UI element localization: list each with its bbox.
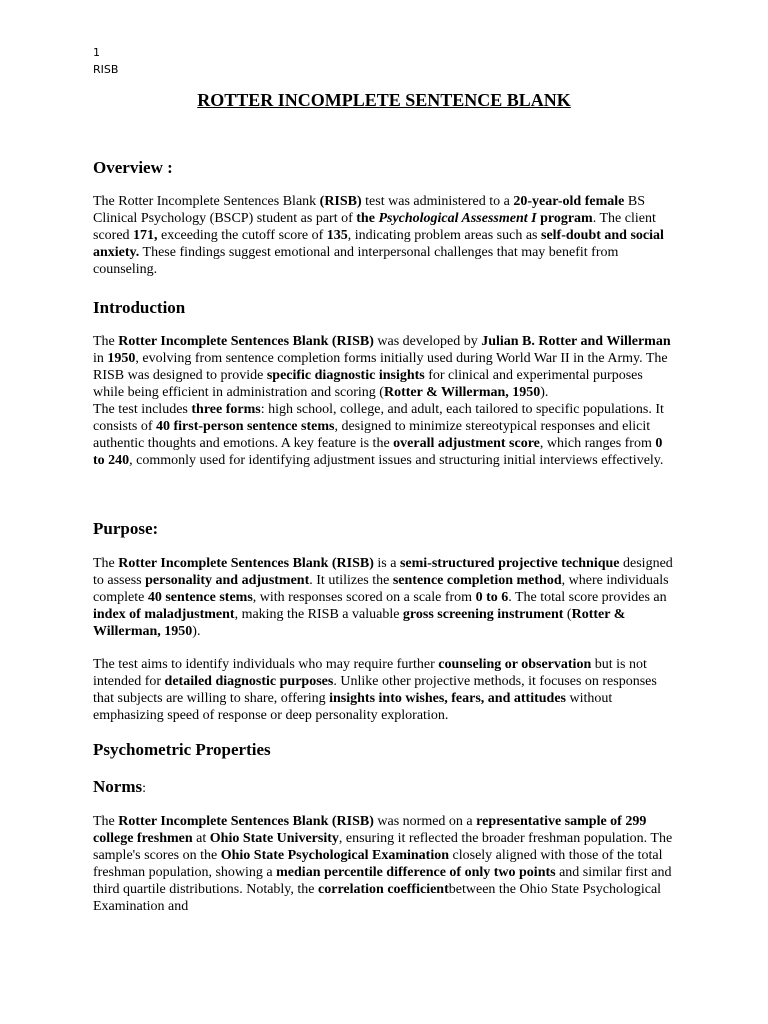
introduction-section [93,333,673,469]
overview-section [93,193,673,278]
document-title: ROTTER INCOMPLETE SENTENCE BLANK [197,90,571,110]
introduction-paragraph-2: The test includes three forms: high school, college, and adult, each tailored to specific populations. It consists of 40 first-person sentence stems, designed to minimize stereotypical responses and elicit authentic thoughts and emotions. A key feature is the overall adjustment score, which ranges from 0 to 240, commonly used for identifying adjustment issues and structuring initial interviews effectively. [93,402,664,468]
running-head: RISB [93,63,119,76]
norms-heading-suffix: : [142,781,146,796]
norms-section [93,813,673,915]
introduction-paragraph-1: The Rotter Incomplete Sentences Blank (RISB) was developed by Julian B. Rotter and Willerman in 1950, evolving from sentence completion forms initially used during World War II in the Army. The RISB was designed to provide specific diagnostic insights for clinical and experimental purposes while being efficient in administration and scoring (Rotter & Willerman, 1950). [93,334,671,400]
norms-heading [93,777,146,799]
overview-paragraph: The Rotter Incomplete Sentences Blank (RISB) test was administered to a 20-year-old female BS Clinical Psychology (BSCP) student as part of the Psychological Assessment I program. The client scored 171, exceeding the cutoff score of 135, indicating problem areas such as self-doubt and social anxiety. These findings suggest emotional and interpersonal challenges that may benefit from counseling. [93,194,664,277]
purpose-section-2 [93,656,673,724]
page-header [93,44,118,78]
norms-paragraph: The Rotter Incomplete Sentences Blank (RISB) was normed on a representative sample of 299 college freshmen at Ohio State University, ensuring it reflected the broader freshman population. The sample's scores on the Ohio State Psychological Examination closely aligned with those of the total freshman population, showing a median percentile difference of only two points and similar first and third quartile distributions. Notably, the correlation coefficientbetween the Ohio State Psychological Examination and [93,814,673,914]
introduction-heading: Introduction [93,298,186,317]
norms-heading-label: Norms [93,777,143,796]
overview-heading: Overview : [93,158,173,177]
page-number: 1 [93,46,100,59]
purpose-paragraph-1: The Rotter Incomplete Sentences Blank (RISB) is a semi-structured projective technique designed to assess personality and adjustment. It utilizes the sentence completion method, where individuals complete 40 sentence stems, with responses scored on a scale from 0 to 6. The total score provides an index of maladjustment, making the RISB a valuable gross screening instrument (Rotter & Willerman, 1950). [93,556,673,639]
purpose-section [93,555,673,640]
purpose-heading: Purpose: [93,519,159,538]
purpose-paragraph-2: The test aims to identify individuals who may require further counseling or observation but is not intended for detailed diagnostic purposes. Unlike other projective methods, it focuses on responses that subjects are willing to share, offering insights into wishes, fears, and attitudes without emphasizing speed of response or deep personality exploration. [93,657,657,723]
psychometric-heading: Psychometric Properties [93,740,271,759]
